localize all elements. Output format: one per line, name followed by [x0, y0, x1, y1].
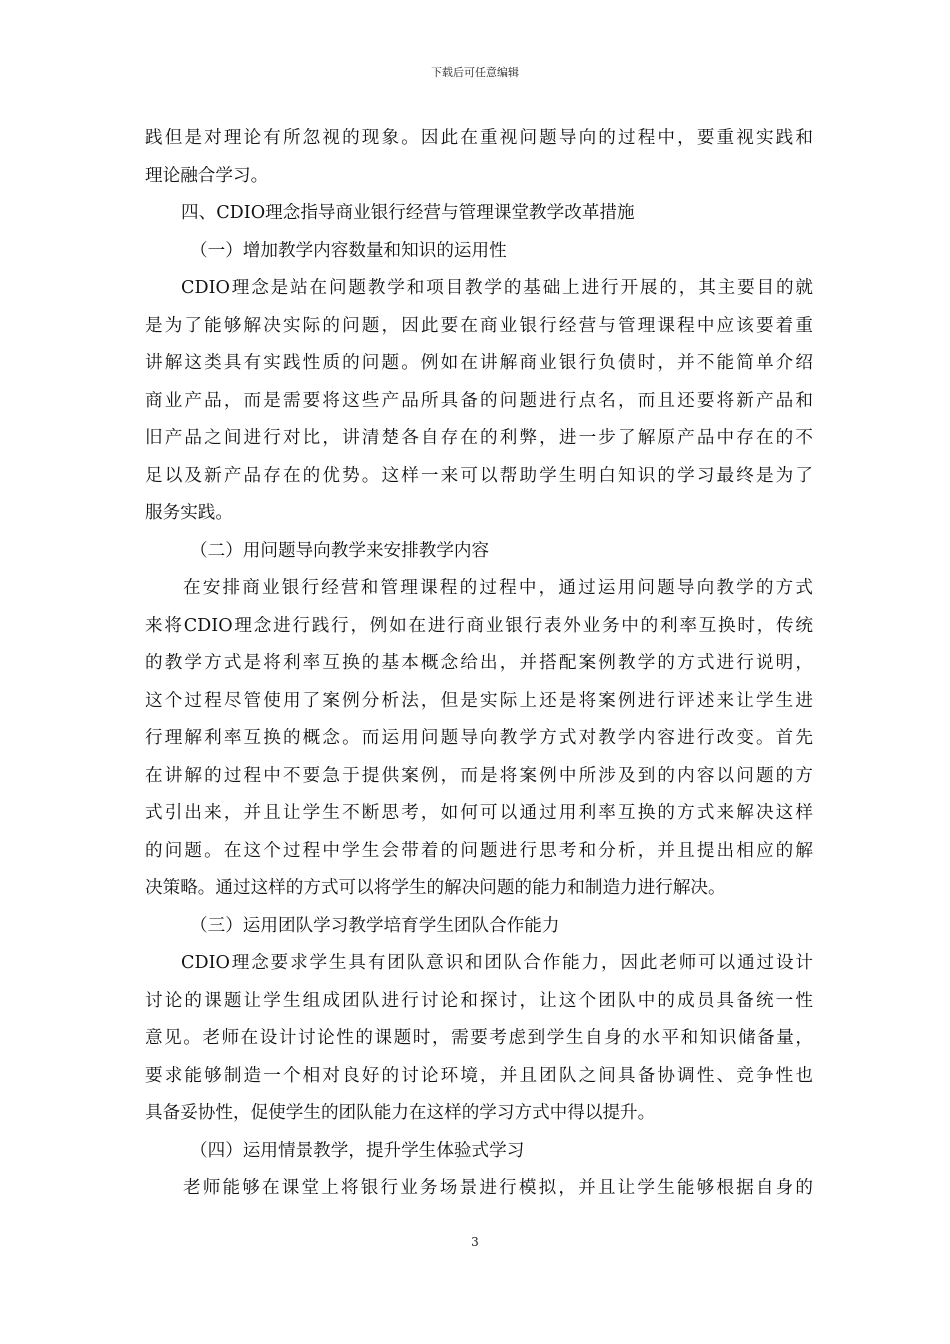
- page-number: 3: [471, 1235, 479, 1249]
- text-line: 式引出来，并且让学生不断思考，如何可以通过用利率互换的方式来解决这样: [145, 803, 813, 823]
- text-line: 服务实践。: [145, 503, 233, 523]
- text-line: 践但是对理论有所忽视的现象。因此在重视问题导向的过程中，要重视实践和: [145, 128, 813, 148]
- text-line: 旧产品之间进行对比，讲清楚各自存在的利弊，进一步了解原产品中存在的不: [145, 428, 813, 448]
- text-line: （一）增加教学内容数量和知识的运用性: [190, 240, 507, 261]
- text-line: 理论融合学习。: [145, 165, 269, 186]
- text-line: 的问题。在这个过程中学生会带着的问题进行思考和分析，并且提出相应的解: [145, 840, 813, 861]
- text-line: 这个过程尽管使用了案例分析法，但是实际上还是将案例进行评述来让学生进: [145, 690, 813, 711]
- text-line: 是为了能够解决实际的问题，因此要在商业银行经营与管理课程中应该要着重: [145, 315, 813, 336]
- text-line: 四、CDIO理念指导商业银行经营与管理课堂教学改革措施: [181, 203, 635, 223]
- text-line: （二）用问题导向教学来安排教学内容: [190, 540, 490, 561]
- text-line: 讲解这类具有实践性质的问题。例如在讲解商业银行负债时，并不能简单介绍: [145, 353, 813, 373]
- text-line: （三）运用团队学习教学培育学生团队合作能力: [190, 915, 560, 936]
- text-line: 行理解利率互换的概念。而运用问题导向教学方式对教学内容进行改变。首先: [145, 728, 813, 748]
- text-line: 具备妥协性，促使学生的团队能力在这样的学习方式中得以提升。: [145, 1103, 656, 1123]
- page-header: 下载后可任意编辑: [431, 66, 519, 79]
- text-line: 的教学方式是将利率互换的基本概念给出，并搭配案例教学的方式进行说明，: [145, 653, 813, 673]
- text-line: 决策略。通过这样的方式可以将学生的解决问题的能力和制造力进行解决。: [145, 878, 726, 898]
- text-line: 老师能够在课堂上将银行业务场景进行模拟，并且让学生能够根据自身的: [183, 1178, 813, 1198]
- text-line: 在讲解的过程中不要急于提供案例，而是将案例中所涉及到的内容以问题的方: [145, 765, 813, 786]
- text-line: 要求能够制造一个相对良好的讨论环境，并且团队之间具备协调性、竞争性也: [145, 1065, 813, 1086]
- text-line: 商业产品，而是需要将这些产品所具备的问题进行点名，而且还要将新产品和: [145, 390, 813, 411]
- text-line: 意见。老师在设计讨论性的课题时，需要考虑到学生自身的水平和知识储备量，: [145, 1028, 813, 1048]
- text-line: 讨论的课题让学生组成团队进行讨论和探讨，让这个团队中的成员具备统一性: [145, 990, 813, 1011]
- text-line: CDIO理念是站在问题教学和项目教学的基础上进行开展的，其主要目的就: [181, 278, 813, 298]
- text-line: CDIO理念要求学生具有团队意识和团队合作能力，因此老师可以通过设计: [181, 953, 813, 973]
- text-line: 来将CDIO理念进行践行，例如在进行商业银行表外业务中的利率互换时，传统: [145, 615, 813, 636]
- body-text: [145, 120, 813, 1208]
- text-line: 足以及新产品存在的优势。这样一来可以帮助学生明白知识的学习最终是为了: [145, 465, 813, 486]
- text-line: （四）运用情景教学，提升学生体验式学习: [190, 1140, 525, 1161]
- text-line: 在安排商业银行经营和管理课程的过程中，通过运用问题导向教学的方式: [183, 578, 813, 598]
